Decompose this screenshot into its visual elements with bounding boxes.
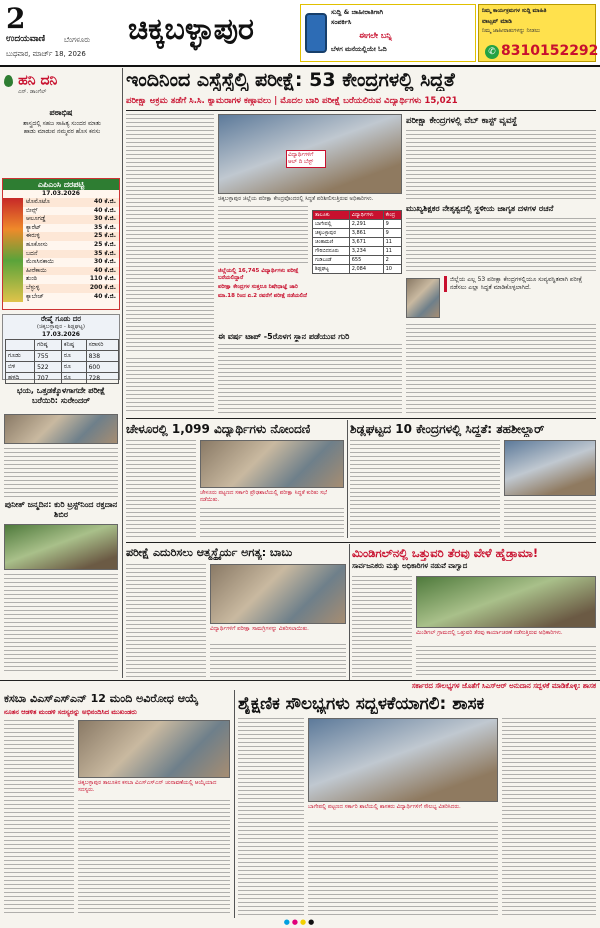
bottom-right-photo [308, 718, 498, 802]
web-body [218, 344, 402, 414]
phone-icon [305, 13, 327, 53]
bottom-left-caption: ಚಿಕ್ಕಬಳ್ಳಾಪುರ ತಾಲೂಕಿನ ಕಸಬಾ ವಿಎಸ್ಎಸ್‌ಎನ್ ಚುನಾವಣೆಯಲ್ಲಿ ಆಯ್ಕೆಯಾದ ಸದಸ್ಯರು. [78, 780, 217, 793]
city-name: ಬೆಂಗಳೂರು [64, 36, 91, 44]
lead-body-col1 [126, 114, 214, 354]
bottom-right-caption: ಬಾಗೇಪಲ್ಲಿ ಪಟ್ಟಣದ ಸರ್ಕಾರಿ ಶಾಲೆಯಲ್ಲಿ ಶಾಸಕರು ವಿದ್ಯಾರ್ಥಿಗಳಿಗೆ ಸೌಲಭ್ಯ ವಿತರಿಸಿದರು. [308, 804, 461, 810]
taluk-cell: 655 [349, 256, 383, 265]
taluk-cell: 10 [383, 265, 401, 274]
rate-item: ಬೀನ್ಸ್ [26, 206, 38, 214]
taluk-cell: 2 [383, 256, 401, 265]
silk-cell: 755 [35, 351, 62, 362]
taluk-cell: ಗೌರಿಬಿದನೂರು [313, 247, 350, 256]
rate-item: ಹೀರೆಕಾಯಿ [26, 266, 47, 274]
web-head: ಈ ವರ್ಷ ಟಾಪ್ -5ರೊಳಗ ಸ್ಥಾನ ಪಡೆಯುವ ಗುರಿ [218, 332, 350, 341]
bottom-right-body [238, 718, 304, 916]
bottom-head-right[interactable]: ಶೈಕ್ಷಣಿಕ ಸೌಲಭ್ಯಗಳು ಸದ್ಬಳಕೆಯಾಗಲಿ: ಶಾಸಕ [238, 694, 485, 714]
sidebar-story2 [0, 500, 122, 680]
rate-item: ಟೊಮೊಟೊ [26, 198, 50, 205]
ad2-line1: ನಿಮ್ಮ ಜಾಹೀರಾತುಗಳನ್ನು ನೀಡಲು [482, 28, 541, 34]
rate-row [23, 241, 119, 250]
lead-body-col2 [218, 206, 308, 266]
mid-right2-caption: ಮಿಂಡಿಗಲ್ ಗ್ರಾಮದಲ್ಲಿ ಒತ್ತುವರಿ ತೆರವು ಕಾರ್ಯಾಚರಣೆ ನಡೆಸುತ್ತಿರುವ ಅಧಿಕಾರಿಗಳು. [416, 630, 563, 636]
rate-price: 40 ಕೆ.ಜಿ. [94, 198, 116, 205]
market-box [2, 178, 120, 310]
taluk-cell: ಚಿಕ್ಕಬಳ್ಳಾಪುರ [313, 229, 350, 238]
silk-header: ಸರಾಸರಿ [86, 340, 118, 351]
taluk-header: ಕೇಂದ್ರ [383, 211, 401, 220]
mid-left2-body2 [210, 644, 346, 678]
rate-price: 25 ಕೆ.ಜಿ. [94, 240, 116, 248]
taluk-cell: ಬಾಗೇಪಲ್ಲಿ [313, 220, 350, 229]
phone-number: 8310152292 [501, 43, 599, 59]
rate-row [23, 207, 119, 216]
bullet-1: ಜಿಲ್ಲೆಯಲ್ಲಿ 16,745 ವಿದ್ಯಾರ್ಥಿಗಳು ಪರೀಕ್ಷೆ ಬರೆಯಲಿದ್ದಾರೆ [218, 268, 299, 281]
sidebar-story1-body [4, 448, 118, 498]
rate-price: 35 ಕೆ.ಜಿ. [94, 249, 116, 257]
taluk-cell: ಚಿಂತಾಮಣಿ [313, 238, 350, 247]
right-head2[interactable]: ಮುಖ್ಯಶಿಕ್ಷಕರ ನೇತೃತ್ವದಲ್ಲಿ ಸ್ಥಳೀಯ ಜಾಗೃತ ದಳಗಳ ರಚನೆ [406, 204, 554, 213]
rate-row [23, 258, 119, 267]
mid-head-right2[interactable]: ಮಿಂಡಿಗಲ್‌ನಲ್ಲಿ ಒತ್ತುವರಿ ತೆರವು ವೇಳೆ ಹೈಡ್ರಾಮಾ! [352, 546, 539, 560]
mid-left-caption: ಚೇಳೂರು ಪಟ್ಟಣದ ಸರ್ಕಾರಿ ಪ್ರೌಢಶಾಲೆಯಲ್ಲಿ ಪರೀಕ್ಷಾ ಸಿದ್ಧತೆ ಕುರಿತು ಸಭೆ ನಡೆಯಿತು. [200, 490, 327, 503]
mid-left2-caption: ವಿದ್ಯಾರ್ಥಿಗಳಿಗೆ ಪರೀಕ್ಷಾ ಸಾಮಗ್ರಿಗಳನ್ನು ವಿತರಿಸಲಾಯಿತು. [210, 626, 309, 632]
rate-item: ಕ್ಯಾಬೇಜ್ [26, 292, 44, 300]
bullet-2: ಪರೀಕ್ಷಾ ಕೇಂದ್ರಗಳ ಸುತ್ತಲೂ ನಿಷೇಧಾಜ್ಞೆ ಜಾರಿ [218, 284, 298, 290]
lead-body-col1b [126, 358, 214, 414]
veg-photo [3, 198, 23, 302]
silk-cell: 600 [86, 362, 118, 373]
market-title: ಎಪಿಎಂಸಿ ದರಪಟ್ಟಿ [3, 179, 119, 190]
taluk-cell: 9 [383, 229, 401, 238]
mid-sub-right2: ಸಾರ್ವಜನಿಕರು ಮತ್ತು ಅಧಿಕಾರಿಗಳ ನಡುವೆ ವಾಗ್ವಾದ [352, 562, 468, 570]
bottom-sub-left: ನೂತನ ಆಡಳಿತ ಮಂಡಳಿ ಸದಸ್ಯರನ್ನು ಅಭಿನಂದಿಸಿದ ಮುಖಂಡರು [4, 708, 137, 716]
mid-left-photo [200, 440, 344, 488]
silk-cell: 522 [35, 362, 62, 373]
rate-row [23, 198, 119, 207]
drop-icon [4, 75, 13, 87]
sidebar [0, 68, 122, 500]
rate-price: 35 ಕೆ.ಜಿ. [94, 223, 116, 231]
silk-cell: 838 [86, 351, 118, 362]
mid-left2-photo [210, 564, 346, 624]
ad1-line3: ಈಗಲೇ ಬನ್ನಿ [359, 31, 392, 40]
sidebar-story1-photo [4, 414, 118, 444]
rate-price: 30 ಕೆ.ಜಿ. [94, 258, 116, 266]
silk-date: 17.03.2026 [42, 331, 80, 338]
taluk-header: ತಾಲೂಕು [313, 211, 350, 220]
taluk-cell: 3,861 [349, 229, 383, 238]
masthead [0, 0, 600, 66]
taluk-header: ವಿದ್ಯಾರ್ಥಿಗಳು [349, 211, 383, 220]
silk-title: ರೇಷ್ಮೆ ಗೂಡು ದರ [40, 315, 82, 323]
column-head: ಪಠಾಭಿಷ [49, 108, 73, 117]
sidebar-story2-photo [4, 524, 118, 570]
rate-row [23, 215, 119, 224]
ad1-line2: ಸಂಪರ್ಕಿಸಿ [331, 18, 352, 26]
ad1-line4: ಬೆಳಗ ಮನೆಯಲ್ಲಿಯೇ ಓದಿ [331, 45, 387, 53]
lead-quote: ಜಿಲ್ಲೆಯ ಎಲ್ಲ 53 ಪರೀಕ್ಷಾ ಕೇಂದ್ರಗಳಲ್ಲಿಯೂ ಸುವ್ಯವಸ್ಥಿತವಾಗಿ ಪರೀಕ್ಷೆ ನಡೆಸಲು ಎಲ್ಲಾ ಸಿದ್ಧತೆ ಮಾಡಿಕೊಳ್ಳಲಾಗಿದೆ. [444, 276, 596, 292]
silk-box [2, 314, 120, 380]
lead-bullets [218, 268, 308, 300]
bottom-right-body2 [308, 822, 498, 916]
mid-right-photo [504, 440, 596, 496]
mid-right-body2 [504, 500, 596, 540]
sidebar-logo [4, 70, 118, 95]
silk-cell: ಬಿಳಿ [6, 362, 35, 373]
mid-head-left2[interactable]: ಪರೀಕ್ಷೆ ಎದುರಿಸಲು ಆತ್ಮಸ್ಥೈರ್ಯ ಅಗತ್ಯ: ಬಾಬು [126, 546, 293, 559]
rate-item: ಮೆಣಸಿನಕಾಯಿ [26, 258, 54, 266]
bottom-strap: ಸರ್ಕಾರದ ಸೌಲಭ್ಯಗಳ ಜೊತೆಗೆ ಸಿಎಸ್ಆರ್ ಅನುದಾನ ಸದ್ಬಳಕೆ ಮಾಡಿಕೊಳ್ಳಿ: ಶಾಸಕ [411, 682, 596, 690]
rate-list [3, 198, 119, 302]
taluk-cell: 9 [383, 220, 401, 229]
mid-right2-body2 [416, 646, 596, 678]
taluk-cell: 2,084 [349, 265, 383, 274]
rate-item: ಈರುಳ್ಳಿ [26, 232, 40, 240]
rate-price: 40 ಕೆ.ಜಿ. [94, 206, 116, 214]
silk-header: ಕನಿಷ್ಠ [61, 340, 86, 351]
rate-row [23, 293, 119, 302]
silk-cell: ಗೂಡು [6, 351, 35, 362]
mid-left2-body [126, 564, 206, 678]
logo-text: ಹನಿ ದನಿ [18, 72, 58, 89]
right-body1 [406, 130, 596, 200]
ad3-line1: ನಿಮ್ಮ ಕಾರ್ಯಕ್ರಮಗಳ ಸುದ್ದಿ ಮಾಹಿತಿ [482, 8, 547, 14]
rate-item: ಹೂಕೋಸು [26, 240, 48, 248]
silk-cell: ರೂ [61, 362, 86, 373]
lead-photo-caption: ಚಿಕ್ಕಬಳ್ಳಾಪುರ ಜಿಲ್ಲೆಯ ಪರೀಕ್ಷಾ ಕೇಂದ್ರವೊಂದರಲ್ಲಿ ಸಿದ್ಧತೆ ಪರಿಶೀಲಿಸುತ್ತಿರುವ ಅಧಿಕಾರಿಗಳು. [218, 196, 374, 202]
silk-sub: (ಚಿಕ್ಕಬಳ್ಳಾಪುರ - ಶಿಡ್ಲಘಟ್ಟ) [36, 324, 86, 330]
mid-head-right[interactable]: ಶಿಡ್ಲಘಟ್ಟದ 10 ಕೇಂದ್ರಗಳಲ್ಲಿ ಸಿದ್ಧತೆ: ತಹಶೀಲ್ದಾರ್ [350, 422, 545, 436]
taluk-cell: ಶಿಡ್ಲಘಟ್ಟ [313, 265, 350, 274]
rate-price: 30 ಕೆ.ಜಿ. [94, 215, 116, 223]
rate-item: ಶುಂಠಿ [26, 275, 38, 283]
taluk-cell: 11 [383, 238, 401, 247]
right-body3 [406, 324, 596, 414]
column-text: ಶಾಸ್ತ್ರದಲ್ಲಿ ಸಹಜ ಸಾಹಿತ್ಯ ಸುಂದರ ಮಾತು ಹಾಡು ಮಾಡುವ ನಮ್ಮವರ ಹೊಸ ಕನಸು [23, 120, 101, 136]
silk-cell: ಹಳದಿ [6, 373, 35, 384]
mid-right2-photo [416, 576, 596, 628]
mid-right2-body [352, 576, 412, 678]
silk-cell: ರೂ [61, 351, 86, 362]
rate-price: 40 ಕೆ.ಜಿ. [94, 292, 116, 300]
rate-price: 200 ಕೆ.ಜಿ. [89, 283, 116, 291]
taluk-table [312, 210, 402, 274]
bottom-head-left[interactable]: ಕಸಬಾ ವಿಎಸ್ಎಸ್‌ಎನ್ 12 ಮಂದಿ ಅವಿರೋಧ ಆಯ್ಕೆ [4, 692, 199, 705]
mid-left-body2 [200, 508, 344, 540]
page-number: 2 [6, 2, 26, 35]
rate-row [23, 267, 119, 276]
sidebar-story2-body [4, 574, 118, 674]
rate-row [23, 224, 119, 233]
bottom-right-body3 [502, 718, 596, 916]
taluk-cell: ಗುಡಿಬಂಡೆ [313, 256, 350, 265]
mid-right-body [350, 440, 500, 540]
rate-item: ಕ್ಯಾರೆಟ್ [26, 223, 41, 231]
mid-head-left[interactable]: ಚೇಳೂರಲ್ಲಿ 1,099 ವಿದ್ಯಾರ್ಥಿಗಳು ನೋಂದಣಿ [126, 422, 311, 436]
sidebar-story1-head[interactable]: ಭಯ, ಒತ್ತಡಕ್ಕೊಳಗಾಗದೇ ಪರೀಕ್ಷೆ ಬರೆಯಿರಿ: ಸುರೇಂದರ್ [16, 386, 106, 405]
photo-tag: ವಿದ್ಯಾರ್ಥಿಗಳಿಗೆ ಆಲ್ ದಿ ಬೆಸ್ಟ್ [286, 150, 326, 168]
rate-item: ಆಲೂಗಡ್ಡೆ [26, 215, 46, 223]
lead-headline[interactable]: ಇಂದಿನಿಂದ ಎಸ್ಸೆಸ್ಸೆಲ್ಸಿ ಪರೀಕ್ಷೆ: 53 ಕೇಂದ್ರಗಳಲ್ಲಿ ಸಿದ್ಧತೆ [126, 69, 455, 91]
silk-cell: ರೂ [61, 373, 86, 384]
rate-item: ಬದನೆ [26, 249, 38, 257]
bullet-3: ಮಾ.18 ರಿಂದ ಏ.2 ರವರೆಗೆ ಪರೀಕ್ಷೆ ನಡೆಯಲಿದೆ [218, 293, 307, 299]
market-date: 17.03.2026 [42, 190, 80, 197]
rate-item: ಬೆಳ್ಳುಳ್ಳಿ [26, 283, 40, 291]
whatsapp-icon: ✆ [485, 45, 499, 59]
rate-price: 110 ಕೆ.ಜಿ. [89, 275, 116, 283]
official-photo [406, 278, 440, 318]
rate-price: 25 ಕೆ.ಜಿ. [94, 232, 116, 240]
bottom-left-body2 [78, 800, 230, 916]
right-body2 [406, 218, 596, 272]
taluk-cell: 11 [383, 247, 401, 256]
rate-row [23, 275, 119, 284]
rate-price: 40 ಕೆ.ಜಿ. [94, 266, 116, 274]
rate-row [23, 232, 119, 241]
silk-header: ಗರಿಷ್ಠ [35, 340, 62, 351]
ad3-line2: ವಾಟ್ಸಪ್ ಮಾಡಿ [482, 18, 512, 25]
paper-name: ಉದಯವಾಣಿ [6, 34, 46, 44]
silk-cell: 707 [35, 373, 62, 384]
taluk-cell: 3,671 [349, 238, 383, 247]
ad-box-subscription[interactable] [300, 4, 476, 62]
ad1-line1: ಸುದ್ದಿ & ಜಾಹೀರಾತಿಗಾಗಿ [331, 8, 384, 16]
taluk-cell: 2,291 [349, 220, 383, 229]
bottom-left-body [4, 720, 74, 916]
silk-cell: 728 [86, 373, 118, 384]
bottom-left-photo [78, 720, 230, 778]
section-title: ಚಿಕ್ಕಬಳ್ಳಾಪುರ [128, 12, 254, 47]
print-registration-marks: ●●●● [283, 918, 317, 926]
silk-table [5, 339, 119, 384]
mid-left-body [126, 440, 196, 540]
logo-sub: ಎನ್. ಡಾಂಗೆಲ್‌ [18, 89, 47, 95]
taluk-cell: 3,234 [349, 247, 383, 256]
rate-row [23, 284, 119, 293]
ad-box-whatsapp[interactable] [478, 4, 599, 62]
silk-header [6, 340, 35, 351]
date-line: ಬುಧವಾರ, ಮಾರ್ಚ್ 18, 2026 [6, 50, 86, 58]
sidebar-story2-head[interactable]: ಪುನೀತ್ ಜನ್ಮದಿನ: ಕುರಿ ಟ್ರಸ್ಟ್‌ನಿಂದ ರಕ್ತದಾನ ಶಿಬಿರ [4, 500, 118, 519]
right-head1[interactable]: ಪರೀಕ್ಷಾ ಕೇಂದ್ರಗಳಲ್ಲಿ ವೆಬ್ ಕಾಸ್ಟ್ ವ್ಯವಸ್ಥೆ [406, 116, 518, 126]
lead-subhead: ಪರೀಕ್ಷಾ ಅಕ್ರಮ ತಡೆಗೆ ಸಿ.ಸಿ. ಕ್ಯಾಮರಾಗಳ ಕಣ್ಗಾವಲು | ಮೊದಲ ಬಾರಿ ಪರೀಕ್ಷೆ ಬರೆಯಲಿರುವ ವಿದ್ಯಾರ್ಥಿಗಳು 15,021 [126, 96, 458, 106]
rate-row [23, 250, 119, 259]
